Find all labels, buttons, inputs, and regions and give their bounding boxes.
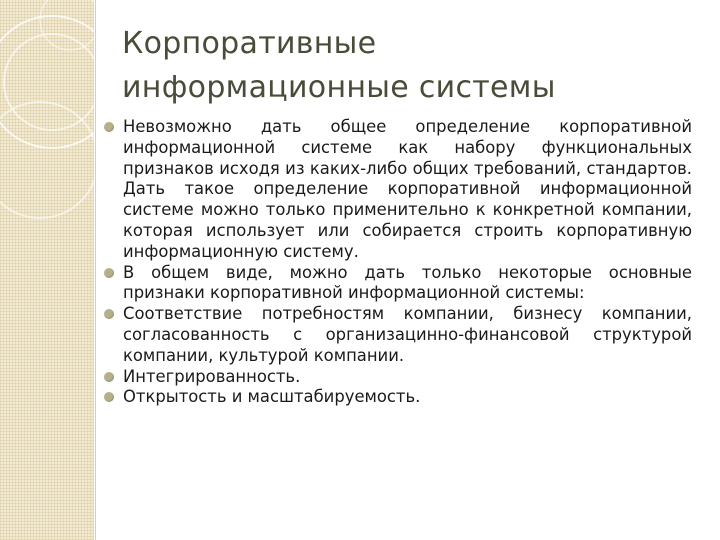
slide-title	[122, 22, 682, 110]
bullet-item	[100, 263, 692, 305]
slide-title-line-2: информационные системы	[122, 70, 556, 105]
round-bullet-icon	[104, 392, 114, 402]
round-bullet-icon	[104, 372, 114, 382]
bullet-text: Интегрированность.	[123, 366, 301, 386]
bullet-text: В общем виде, можно дать только некоторые основные признаки корпоративной информационной системы:	[123, 262, 692, 303]
slide-title-line-1: Корпоративные	[122, 26, 377, 61]
circle-rings-decoration	[0, 0, 94, 540]
bullet-list	[100, 117, 692, 408]
bullet-item	[100, 367, 692, 388]
round-bullet-icon	[104, 309, 114, 319]
decorative-sidebar	[0, 0, 94, 540]
bullet-item	[100, 304, 692, 366]
round-bullet-icon	[104, 268, 114, 278]
bullet-text: Открытость и масштабируемость.	[123, 387, 421, 407]
bullet-text: Невозможно дать общее определение корпоративной информационной системе как набору функциональных признаков исходя из каких-либо общих требований, стандартов. Дать такое определение корпоративной информационной системе можно только применительно к конкретной компании, которая использует или собирается строить корпоративную информационную систему.	[123, 117, 692, 261]
bullet-item	[100, 387, 692, 408]
round-bullet-icon	[104, 122, 114, 132]
bullet-text: Соответствие потребностям компании, бизнесу компании, согласованность с организацинно-финансовой структурой компании, культурой компании.	[123, 304, 692, 365]
bullet-item	[100, 117, 692, 263]
sidebar-divider	[95, 0, 96, 540]
